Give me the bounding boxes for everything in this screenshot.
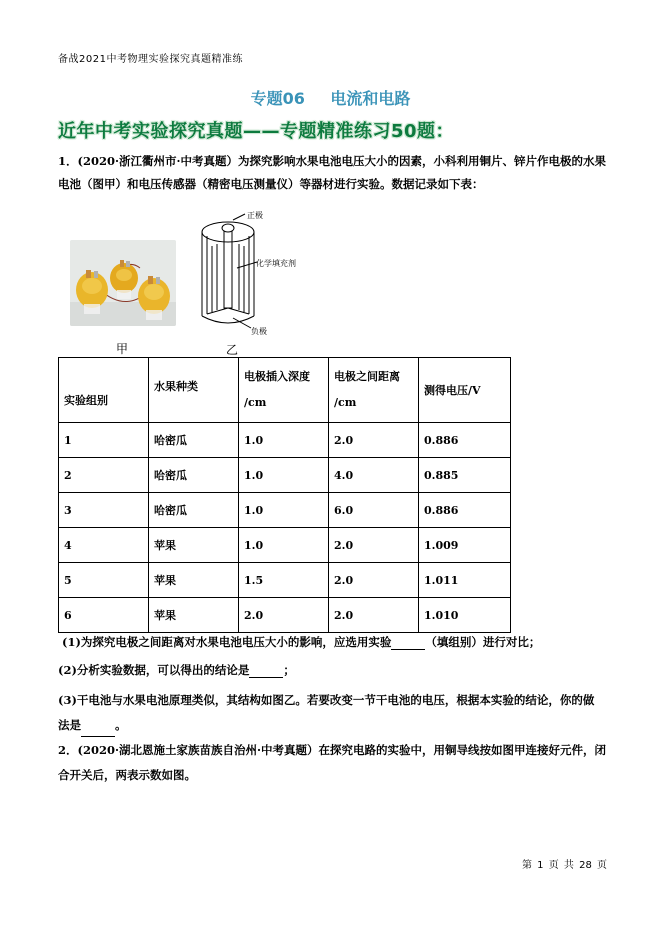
cell-voltage: 1.011 (419, 563, 511, 598)
cell-depth: 1.0 (239, 423, 329, 458)
question-1-line2: 电池（图甲）和电压传感器（精密电压测量仪）等器材进行实验。数据记录如下表： (58, 177, 484, 191)
sub-question-3-line1: (3)干电池与水果电池原理类似，其结构如图乙。若要改变一节干电池的电压，根据本实验的结论，你的做 (58, 693, 595, 707)
question-1-stem (58, 150, 606, 196)
cell-distance: 2.0 (329, 598, 419, 633)
cell-group: 1 (59, 423, 149, 458)
cell-distance: 4.0 (329, 458, 419, 493)
cell-depth: 2.0 (239, 598, 329, 633)
table-header-row (59, 358, 511, 423)
header-distance: 电极之间距离 /cm (329, 358, 419, 423)
cell-depth: 1.0 (239, 458, 329, 493)
cell-distance: 6.0 (329, 493, 419, 528)
cell-depth: 1.0 (239, 528, 329, 563)
topic-number: 专题06 (250, 89, 305, 108)
table-row (59, 458, 511, 493)
sub-question-3-line2: 法是 。 (58, 712, 618, 737)
cell-voltage: 1.009 (419, 528, 511, 563)
dry-cell-diagram (193, 206, 303, 341)
question-2-line1: 2．(2020·湖北恩施土家族苗族自治州·中考真题）在探究电路的实验中，用铜导线按如图甲连接好元件，闭 (58, 743, 606, 757)
chemical-filler-label: 化学填充剂 (256, 259, 296, 268)
cell-depth: 1.0 (239, 493, 329, 528)
section-banner: 近年中考实验探究真题——专题精准练习50题： (58, 121, 455, 142)
cell-voltage: 0.886 (419, 493, 511, 528)
cell-fruit: 哈密瓜 (149, 458, 239, 493)
cell-voltage: 0.885 (419, 458, 511, 493)
header-voltage: 测得电压/V (419, 358, 511, 423)
header-depth: 电极插入深度 /cm (239, 358, 329, 423)
figure-jia-caption: 甲 (116, 342, 129, 356)
header-fruit: 水果种类 (149, 358, 239, 423)
sub-question-1: (1)为探究电极之间距离对水果电池电压大小的影响，应选用实验 （填组别）进行对比； (62, 635, 541, 649)
cell-voltage: 0.886 (419, 423, 511, 458)
answer-blank-2[interactable] (249, 663, 283, 678)
experiment-data-table (58, 357, 511, 633)
page-footer: 第 1 页 共 28 页 (522, 860, 607, 871)
figure-yi-caption: 乙 (226, 343, 239, 357)
cell-fruit: 苹果 (149, 598, 239, 633)
table-row (59, 528, 511, 563)
cell-group: 3 (59, 493, 149, 528)
topic-title (0, 86, 661, 109)
question-2-line2: 合开关后，两表示数如图。 (58, 768, 196, 782)
table-row (59, 493, 511, 528)
table-row (59, 598, 511, 633)
cell-group: 6 (59, 598, 149, 633)
cell-group: 2 (59, 458, 149, 493)
table-row (59, 563, 511, 598)
fruit-battery-photo (70, 240, 176, 326)
sub-question-2: (2)分析实验数据，可以得出的结论是 ； (58, 663, 295, 677)
cell-fruit: 哈密瓜 (149, 423, 239, 458)
cell-fruit: 苹果 (149, 563, 239, 598)
positive-electrode-label: 正极 (247, 211, 263, 220)
cell-group: 4 (59, 528, 149, 563)
cell-fruit: 哈密瓜 (149, 493, 239, 528)
fruit-battery-illustration (70, 240, 176, 326)
topic-name: 电流和电路 (330, 89, 411, 108)
header-group: 实验组别 (59, 358, 149, 423)
dry-cell-illustration (193, 206, 303, 341)
answer-blank-1[interactable] (391, 635, 425, 650)
cell-depth: 1.5 (239, 563, 329, 598)
negative-electrode-label: 负极 (251, 327, 267, 336)
question-1-line1: 1．(2020·浙江衢州市·中考真题）为探究影响水果电池电压大小的因素，小科利用铜片、锌片作电极的水果 (58, 154, 606, 168)
cell-distance: 2.0 (329, 528, 419, 563)
table-row (59, 423, 511, 458)
sub-question-3 (58, 688, 618, 737)
cell-distance: 2.0 (329, 563, 419, 598)
answer-blank-3[interactable] (81, 712, 115, 737)
cell-group: 5 (59, 563, 149, 598)
cell-voltage: 1.010 (419, 598, 511, 633)
question-2-stem (58, 738, 606, 788)
cell-distance: 2.0 (329, 423, 419, 458)
header-note: 备战2021中考物理实验探究真题精准练 (58, 54, 243, 65)
cell-fruit: 苹果 (149, 528, 239, 563)
